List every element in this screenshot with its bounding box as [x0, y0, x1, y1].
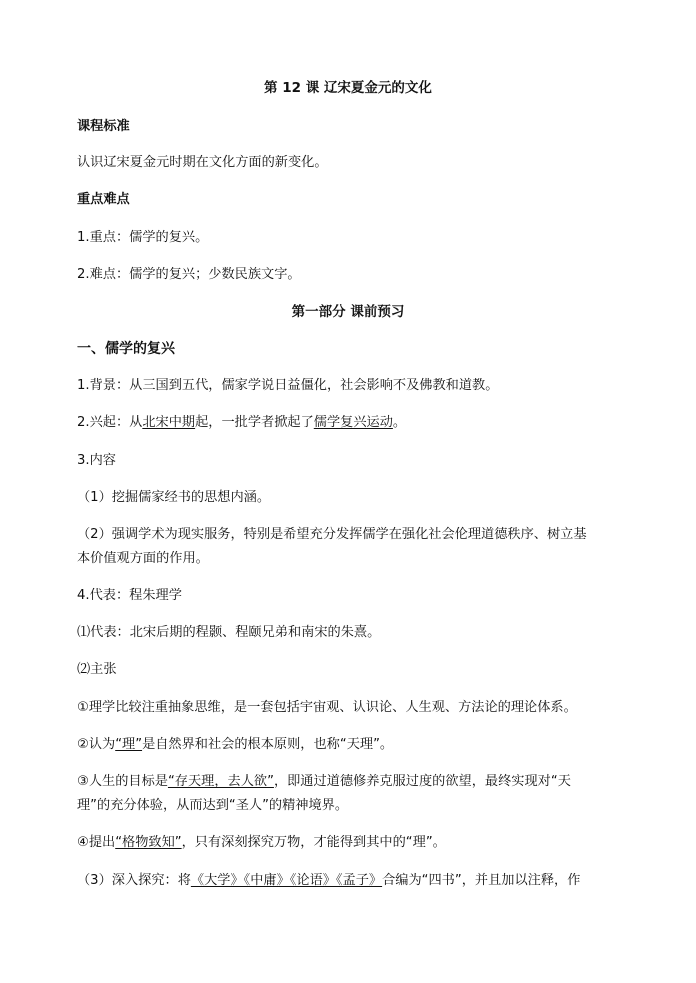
claim-3-line-1 — [77, 773, 571, 791]
lesson-title: 第 12 课 辽宋夏金元的文化 — [264, 80, 432, 96]
claim-3-text-a: ③人生的目标是 — [77, 774, 168, 789]
explore-line — [77, 872, 580, 890]
background-line: 1.背景：从三国到五代，儒家学说日益僵化，社会影响不及佛教和道教。 — [77, 378, 499, 393]
claim-4-underlined: “格物致知” — [115, 835, 182, 850]
rise-underlined-period: 北宋中期 — [142, 415, 196, 430]
claim-1: ①理学比较注重抽象思维，是一套包括宇宙观、认识论、人生观、方法论的理论体系。 — [77, 700, 577, 715]
rise-text-c: 起，一批学者掀起了 — [195, 415, 314, 430]
rise-underlined-movement: 儒学复兴运动 — [313, 415, 393, 430]
claim-2 — [77, 736, 393, 754]
claim-3-underlined: “存天理，去人欲” — [167, 774, 274, 789]
key-point-1: 1.重点：儒学的复兴。 — [77, 230, 209, 245]
rise-text-e: 。 — [392, 415, 407, 430]
content-heading: 3.内容 — [77, 453, 116, 468]
explore-text-c: 合编为“四书”，并且加以注释，作 — [382, 873, 581, 888]
content-item-2-line-1: （2）强调学术为现实服务，特别是希望充分发挥儒学在强化社会伦理道德秩序、树立基 — [77, 527, 587, 542]
representative-heading: 4.代表：程朱理学 — [77, 588, 182, 603]
heading-course-standard: 课程标准 — [77, 119, 130, 134]
rise-text-a: 2.兴起：从 — [77, 415, 143, 430]
claim-3-text-c: ，即通过道德修养克服过度的欲望，最终实现对“天 — [273, 774, 571, 789]
key-point-2: 2.难点：儒学的复兴；少数民族文字。 — [77, 267, 301, 282]
section-1-heading: 一、儒学的复兴 — [77, 341, 175, 357]
claim-2-text-c: 是自然界和社会的根本原则，也称“天理”。 — [142, 737, 394, 752]
claim-2-underlined: “理” — [115, 737, 143, 752]
content-item-1: （1）挖掘儒家经书的思想内涵。 — [77, 490, 271, 505]
explore-text-a: （3）深入探究：将 — [77, 873, 191, 888]
heading-key-points: 重点难点 — [77, 192, 130, 207]
claim-2-text-a: ②认为 — [77, 737, 116, 752]
claim-4 — [77, 834, 446, 852]
course-standard-text: 认识辽宋夏金元时期在文化方面的新变化。 — [77, 155, 328, 170]
claim-4-text-a: ④提出 — [77, 835, 116, 850]
claims-heading: ⑵主张 — [77, 662, 117, 677]
explore-underlined-books: 《大学》《中庸》《论语》《孟子》 — [190, 873, 383, 888]
claim-3-line-2: 理”的充分体验，从而达到“圣人”的精神境界。 — [77, 798, 349, 813]
content-item-2-line-2: 本价值观方面的作用。 — [77, 551, 209, 566]
rise-line — [77, 414, 406, 432]
part-one-heading: 第一部分 课前预习 — [291, 304, 405, 320]
claim-4-text-c: ，只有深刻探究万物，才能得到其中的“理”。 — [181, 835, 446, 850]
representative-people: ⑴代表：北宋后期的程颢、程颐兄弟和南宋的朱熹。 — [77, 625, 381, 640]
